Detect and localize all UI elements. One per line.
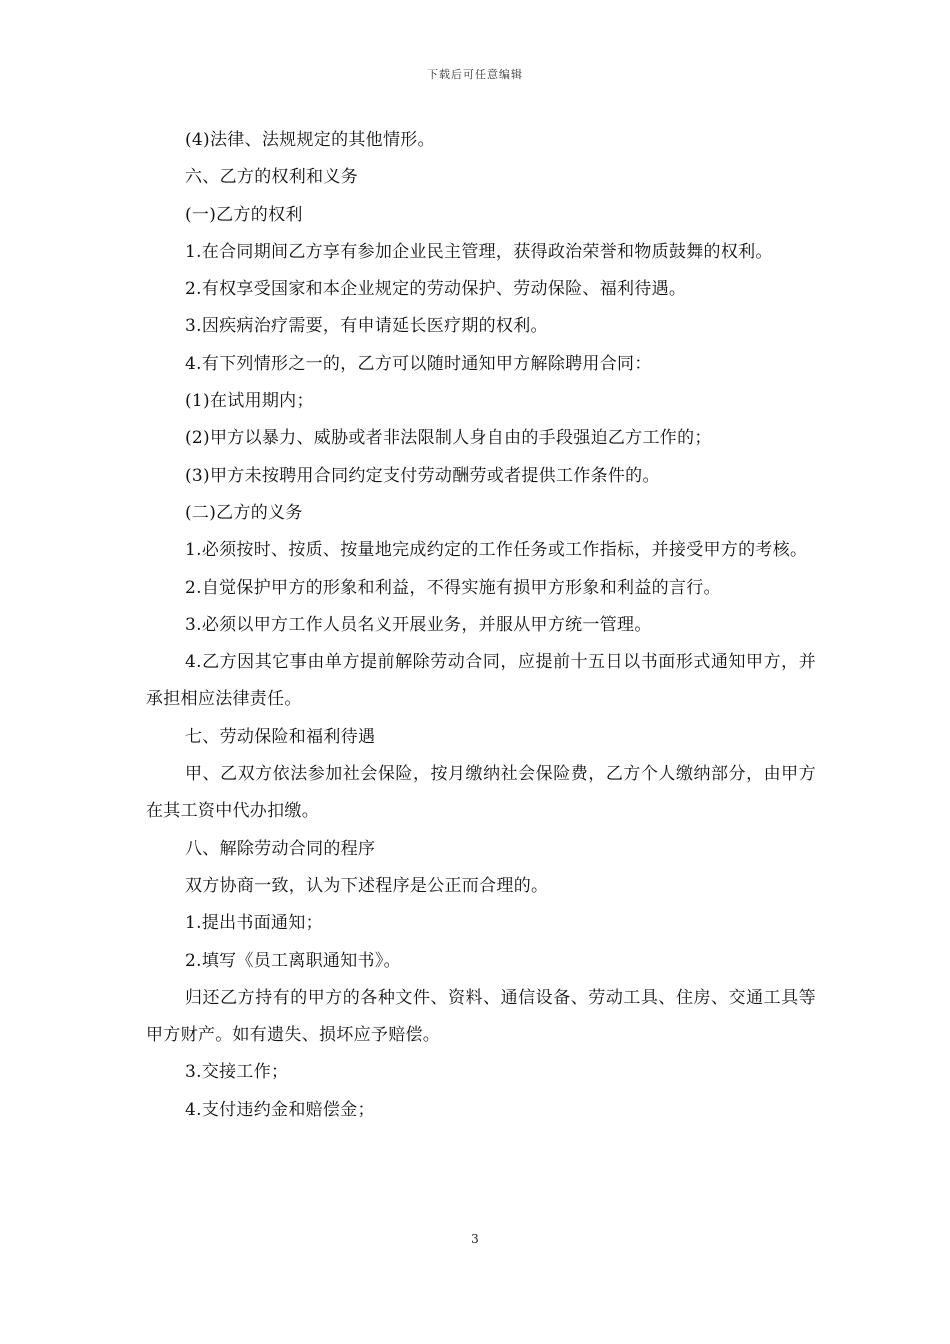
paragraph: 3.交接工作； (185, 1062, 289, 1083)
section-heading: 七、劳动保险和福利待遇 (185, 726, 376, 747)
page-number: 3 (471, 1232, 479, 1246)
paragraph: (4)法律、法规规定的其他情形。 (185, 130, 435, 150)
paragraph: 1.提出书面通知； (185, 913, 323, 934)
paragraph: 甲、乙双方依法参加社会保险，按月缴纳社会保险费，乙方个人缴纳部分，由甲方在其工资中代办扣缴。 (146, 764, 816, 822)
paragraph: 4.有下列情形之一的，乙方可以随时通知甲方解除聘用合同： (185, 353, 652, 374)
section-heading: 六、乙方的权利和义务 (185, 167, 358, 188)
paragraph: 1.在合同期间乙方享有参加企业民主管理，获得政治荣誉和物质鼓舞的权利。 (185, 241, 773, 262)
paragraph: (2)甲方以暴力、威胁或者非法限制人身自由的手段强迫乙方工作的； (185, 428, 712, 449)
paragraph: 双方协商一致，认为下述程序是公正而合理的。 (185, 875, 549, 896)
paragraph: 2.自觉保护甲方的形象和利益，不得实施有损甲方形象和利益的言行。 (185, 577, 721, 598)
paragraph: 归还乙方持有的甲方的各种文件、资料、通信设备、劳动工具、住房、交通工具等甲方财产。如有遗失、损坏应予赔偿。 (146, 987, 816, 1046)
section-heading: 八、解除劳动合同的程序 (185, 838, 376, 859)
paragraph: (1)在试用期内； (185, 391, 314, 412)
paragraph: 4.支付违约金和赔偿金； (185, 1099, 375, 1120)
paragraph: 3.必须以甲方工作人员名义开展业务，并服从甲方统一管理。 (185, 614, 652, 635)
paragraph: 4.乙方因其它事由单方提前解除劳动合同，应提前十五日以书面形式通知甲方，并承担相应法律责任。 (146, 652, 816, 710)
paragraph: (3)甲方未按聘用合同约定支付劳动酬劳或者提供工作条件的。 (185, 465, 660, 486)
paragraph: 3.因疾病治疗需要，有申请延长医疗期的权利。 (185, 316, 548, 337)
subsection-heading: (一)乙方的权利 (185, 204, 303, 225)
document-body (146, 122, 816, 1129)
paragraph: 2.有权享受国家和本企业规定的劳动保护、劳动保险、福利待遇。 (185, 279, 687, 300)
subsection-heading: (二)乙方的义务 (185, 502, 303, 523)
page-header-note: 下载后可任意编辑 (427, 68, 523, 81)
paragraph: 1.必须按时、按质、按量地完成约定的工作任务或工作指标，并接受甲方的考核。 (185, 540, 808, 561)
paragraph: 2.填写《员工离职通知书》。 (185, 950, 401, 971)
